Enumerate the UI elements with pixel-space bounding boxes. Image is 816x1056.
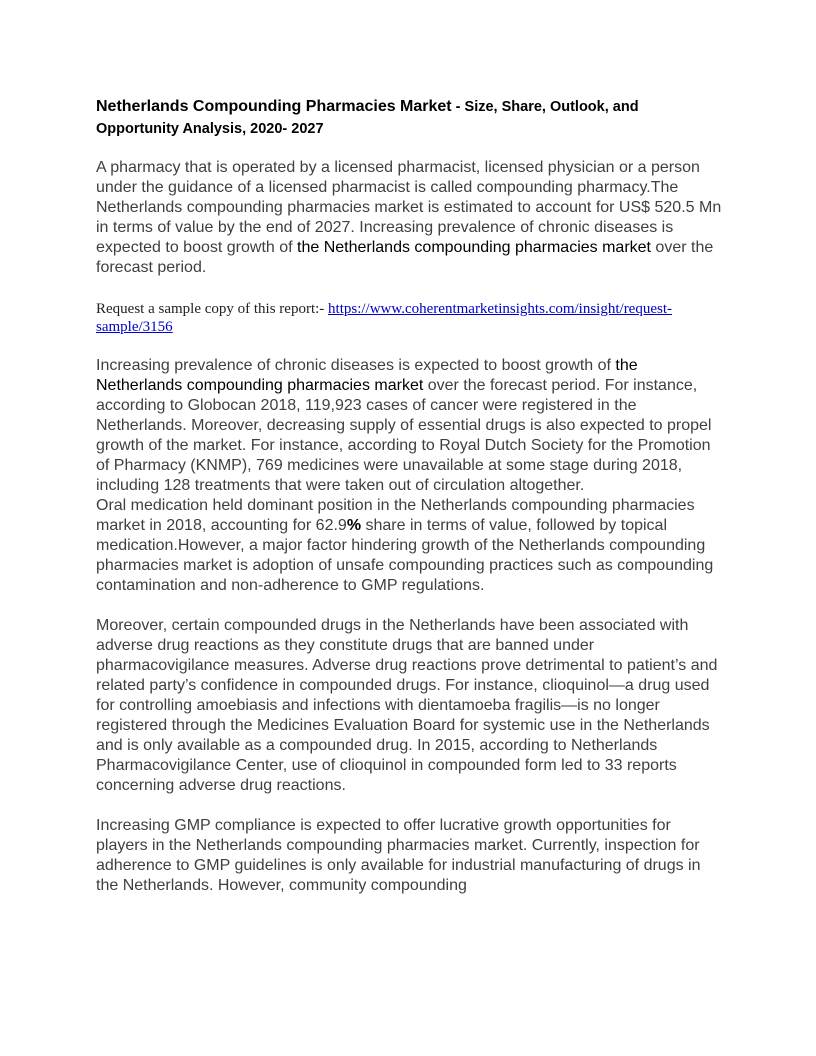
paragraph-text: Oral medication held dominant position in the Netherlands compounding pharmacies market in 2018, accounting for 62.9 — [96, 497, 695, 534]
title-subtitle: - Size, Share, Outlook, and Opportunity Analysis, 2020- 2027 — [96, 99, 639, 137]
percent-sign: % — [346, 517, 362, 534]
market-name: the Netherlands compounding pharmacies market — [96, 357, 638, 394]
oral-medication-paragraph — [96, 496, 724, 596]
paragraph-text-end: share in terms of value, followed by topical medication.However, a major factor hindering growth of the Netherlands compounding pharmacies market is adoption of unsafe compounding practices such as compounding contamination and non-adherence to GMP regulations. — [96, 517, 714, 594]
document-title — [96, 96, 724, 140]
document-page — [96, 96, 724, 896]
gmp-compliance-paragraph: Increasing GMP compliance is expected to offer lucrative growth opportunities for players in the Netherlands compounding pharmacies market. Currently, inspection for adherence to GMP guidelines is only available for industrial manufacturing of drugs in the Netherlands. However, community compounding — [96, 817, 701, 894]
request-sample-label: Request a sample copy of this report:- — [96, 301, 329, 317]
paragraph-text-end: over the forecast period. For instance, according to Globocan 2018, 119,923 cases of cancer were registered in the Netherlands. Moreover, decreasing supply of essential drugs is also expected to propel growth of the market. For instance, according to Royal Dutch Society for the Promotion of Pharmacy (KNMP), 769 medicines were unavailable at some stage during 2018, including 128 treatments that were taken out of circulation altogether. — [96, 377, 712, 494]
intro-text-end: over the forecast period. — [96, 239, 714, 276]
chronic-diseases-paragraph — [96, 356, 724, 496]
paragraph-text: Increasing prevalence of chronic diseases is expected to boost growth of — [96, 357, 616, 374]
intro-text: A pharmacy that is operated by a licensed pharmacist, licensed physician or a person under the guidance of a licensed pharmacist is called compounding pharmacy.The Netherlands compounding pharmacies market is estimated to account for US$ 520.5 Mn in terms of value by the end of 2027. Increasing prevalence of chronic diseases is expected to boost growth of — [96, 159, 722, 256]
request-sample-line — [96, 300, 724, 336]
adverse-reactions-paragraph: Moreover, certain compounded drugs in the Netherlands have been associated with adverse drug reactions as they constitute drugs that are banned under pharmacovigilance measures. Adverse drug reactions prove detrimental to patient’s and related party’s confidence in compounded drugs. For instance, clioquinol—a drug used for controlling amoebiasis and infections with dientamoeba fragilis—is no longer registered through the Medicines Evaluation Board for systemic use in the Netherlands and is only available as a compounded drug. In 2015, according to Netherlands Pharmacovigilance Center, use of clioquinol in compounded form led to 33 reports concerning adverse drug reactions. — [96, 617, 718, 794]
intro-market-name: the Netherlands compounding pharmacies market — [297, 239, 651, 256]
intro-paragraph — [96, 158, 724, 278]
request-sample-link[interactable]: https://www.coherentmarketinsights.com/insight/request-sample/3156 — [96, 301, 672, 335]
title-main: Netherlands Compounding Pharmacies Market — [96, 98, 452, 115]
